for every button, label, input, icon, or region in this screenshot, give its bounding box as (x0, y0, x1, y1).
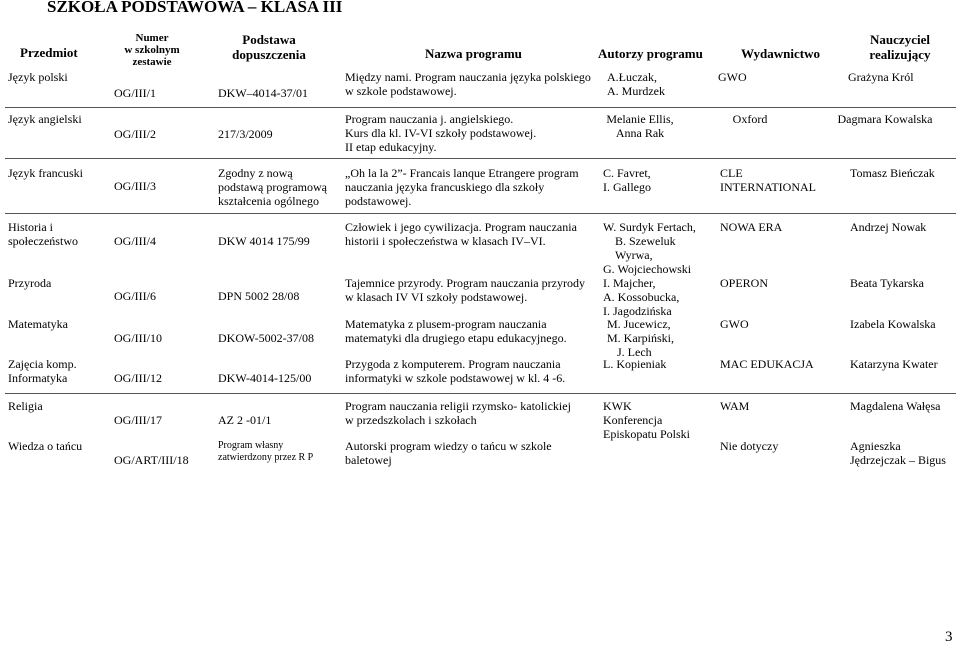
header-numer: Numer w szkolnym zestawie (124, 32, 180, 68)
publisher-cell: NOWA ERA (720, 220, 783, 234)
page-number: 3 (945, 629, 953, 645)
teacher-cell: Grażyna Król (848, 70, 914, 84)
row-divider (5, 213, 956, 214)
row-divider (5, 107, 956, 108)
teacher-cell: Tomasz Bieńczak (850, 166, 935, 180)
publisher-cell: CLE INTERNATIONAL (720, 166, 816, 194)
header-nauczyciel: Nauczyciel realizujący (869, 32, 931, 62)
subject-cell: Zajęcia komp. Informatyka (8, 357, 77, 385)
basis-cell: AZ 2 -01/1 (218, 413, 272, 427)
teacher-cell: Andrzej Nowak (850, 220, 927, 234)
publisher-cell: Oxford (732, 112, 768, 126)
page-title: SZKOŁA PODSTAWOWA – KLASA III (47, 0, 343, 16)
header-podstawa: Podstawa dopuszczenia (232, 32, 306, 62)
teacher-cell: Katarzyna Kwater (850, 357, 938, 371)
program-cell: Tajemnice przyrody. Program nauczania przyrody w klasach IV VI szkoły podstawowej. (345, 276, 585, 304)
row-divider (5, 158, 956, 159)
subject-cell: Wiedza o tańcu (8, 439, 83, 453)
subject-cell: Język polski (8, 70, 68, 84)
number-cell: OG/ART/III/18 (114, 453, 189, 467)
program-cell: Program nauczania religii rzymsko- katolickiej w przedszkolach i szkołach (345, 399, 571, 427)
authors-cell: M. Jucewicz, M. Karpiński, J. Lech (607, 317, 674, 359)
program-cell: Autorski program wiedzy o tańcu w szkole baletowej (345, 439, 552, 467)
publisher-cell: MAC EDUKACJA (720, 357, 814, 371)
authors-cell: I. Majcher, A. Kossobucka, I. Jagodzińska (603, 276, 680, 318)
program-cell: Między nami. Program nauczania języka polskiego w szkole podstawowej. (345, 70, 591, 98)
publisher-cell: GWO (720, 317, 749, 331)
basis-cell: DKOW-5002-37/08 (218, 331, 314, 345)
authors-cell: A.Łuczak, A. Murdzek (607, 70, 665, 98)
program-cell: Przygoda z komputerem. Program nauczania informatyki w szkole podstawowej w kl. 4 -6. (345, 357, 566, 385)
row-divider (5, 393, 956, 394)
basis-cell: Program własny zatwierdzony przez R P (218, 440, 314, 463)
number-cell: OG/III/4 (114, 234, 156, 248)
number-cell: OG/III/17 (114, 413, 162, 427)
subject-cell: Język francuski (8, 166, 83, 180)
header-autorzy: Autorzy programu (598, 46, 703, 61)
number-cell: OG/III/2 (114, 127, 156, 141)
basis-cell: DPN 5002 28/08 (218, 289, 300, 303)
program-cell: Matematyka z plusem-program nauczania matematyki dla drugiego etapu edukacyjnego. (345, 317, 567, 345)
subject-cell: Religia (8, 399, 43, 413)
number-cell: OG/III/10 (114, 331, 162, 345)
authors-cell: L. Kopieniak (603, 357, 667, 371)
basis-cell: DKW-4014-125/00 (218, 371, 312, 385)
teacher-cell: Dagmara Kowalska (837, 112, 933, 126)
subject-cell: Historia i społeczeństwo (8, 220, 78, 248)
authors-cell: Melanie Ellis, Anna Rak (606, 112, 674, 140)
number-cell: OG/III/3 (114, 179, 156, 193)
authors-cell: C. Favret, I. Gallego (603, 166, 651, 194)
teacher-cell: Agnieszka Jędrzejczak – Bigus (850, 439, 946, 467)
authors-cell: W. Surdyk Fertach, B. Szeweluk Wyrwa, G. Wojciechowski (603, 220, 696, 276)
teacher-cell: Izabela Kowalska (850, 317, 936, 331)
basis-cell: DKW–4014-37/01 (218, 86, 308, 100)
header-nazwa: Nazwa programu (425, 46, 522, 61)
program-cell: Program nauczania j. angielskiego. Kurs dla kl. IV-VI szkoły podstawowej. II etap edukacyjny. (345, 112, 537, 154)
authors-cell: KWK Konferencja Episkopatu Polski (603, 399, 691, 441)
teacher-cell: Beata Tykarska (850, 276, 924, 290)
number-cell: OG/III/6 (114, 289, 156, 303)
basis-cell: DKW 4014 175/99 (218, 234, 310, 248)
program-cell: „Oh la la 2”- Francais lanque Etrangere program nauczania języka francuskiego dla szkoły podstawowej. (345, 166, 579, 208)
subject-cell: Matematyka (8, 317, 68, 331)
teacher-cell: Magdalena Wałęsa (850, 399, 941, 413)
number-cell: OG/III/12 (114, 371, 162, 385)
basis-cell: 217/3/2009 (218, 127, 273, 141)
publisher-cell: WAM (720, 399, 750, 413)
header-wydawnictwo: Wydawnictwo (741, 46, 820, 61)
publisher-cell: OPERON (720, 276, 769, 290)
publisher-cell: Nie dotyczy (720, 439, 779, 453)
subject-cell: Język angielski (8, 112, 82, 126)
header-przedmiot: Przedmiot (20, 45, 78, 60)
number-cell: OG/III/1 (114, 86, 156, 100)
program-cell: Człowiek i jego cywilizacja. Program nauczania historii i społeczeństwa w klasach IV–VI. (345, 220, 577, 248)
subject-cell: Przyroda (8, 276, 52, 290)
publisher-cell: GWO (718, 70, 747, 84)
basis-cell: Zgodny z nową podstawą programową kształcenia ogólnego (218, 166, 327, 208)
